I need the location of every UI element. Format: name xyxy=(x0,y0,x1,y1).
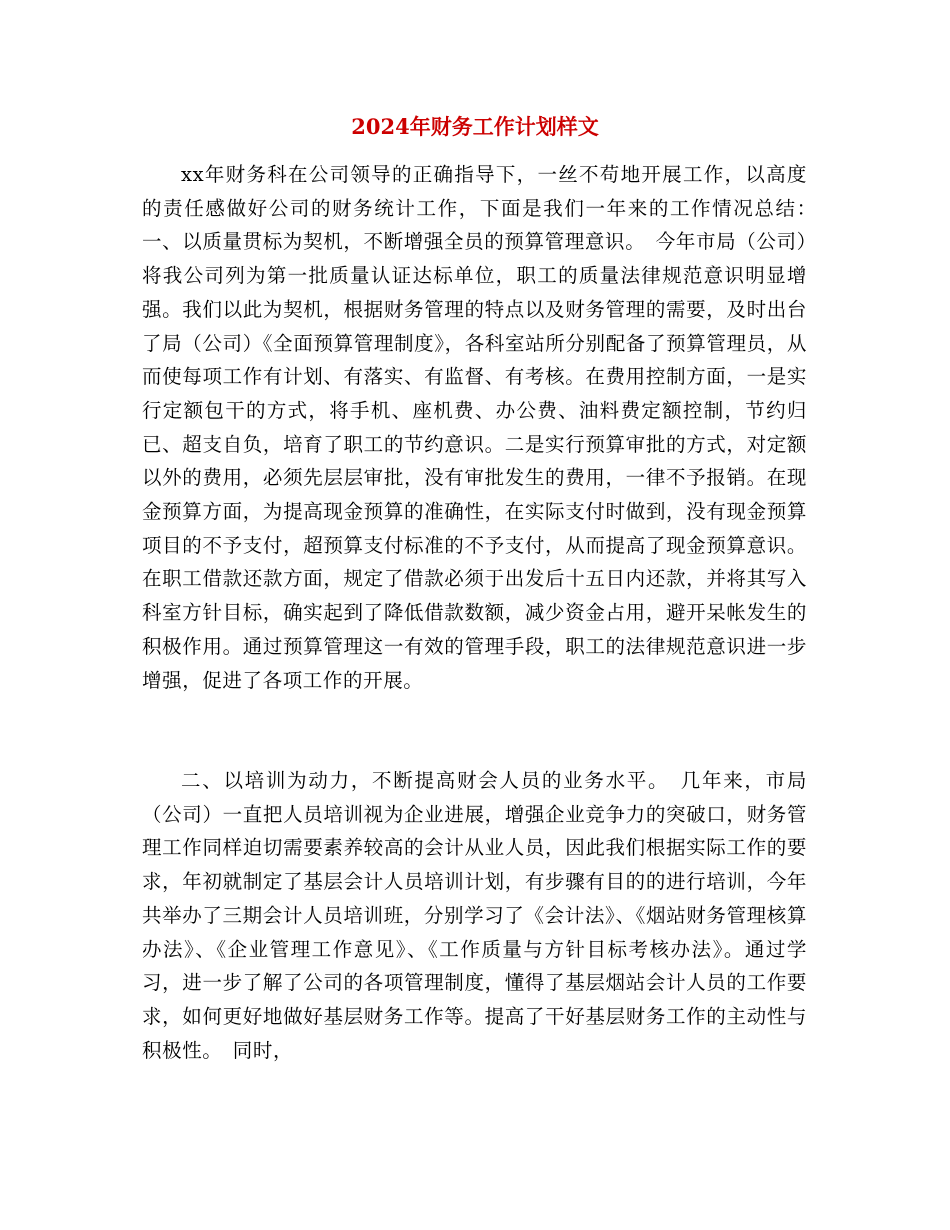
paragraph-1: xx年财务科在公司领导的正确指导下，一丝不苟地开展工作，以高度的责任感做好公司的财务统计工作，下面是我们一年来的工作情况总结： 一、以质量贯标为契机，不断增强全员的预算管理意识。 今年市局（公司）将我公司列为第一批质量认证达标单位，职工的质量法律规范意识明显增强。我们以此为契机，根据财务管理的特点以及财务管理的需要，及时出台了局（公司）《全面预算管理制度》，各科室站所分别配备了预算管理员，从而使每项工作有计划、有落实、有监督、有考核。在费用控制方面，一是实行定额包干的方式，将手机、座机费、办公费、油料费定额控制，节约归已、超支自负，培育了职工的节约意识。二是实行预算审批的方式，对定额以外的费用，必须先层层审批，没有审批发生的费用，一律不予报销。在现金预算方面，为提高现金预算的准确性，在实际支付时做到，没有现金预算项目的不予支付，超预算支付标准的不予支付，从而提高了现金预算意识。在职工借款还款方面，规定了借款必须于出发后十五日内还款，并将其写入科室方针目标，确实起到了降低借款数额，减少资金占用，避开呆帐发生的积极作用。通过预算管理这一有效的管理手段，职工的法律规范意识进一步增强，促进了各项工作的开展。 xyxy=(142,163,828,692)
document-title: 2024年财务工作计划样文 xyxy=(351,114,599,139)
paragraph-2: 二、以培训为动力，不断提高财会人员的业务水平。 几年来，市局（公司）一直把人员培训视为企业进展，增强企业竞争力的突破口，财务管理工作同样迫切需要素养较高的会计从业人员，因此我们根据实际工作的要求，年初就制定了基层会计人员培训计划，有步骤有目的的进行培训，今年共举办了三期会计人员培训班，分别学习了《会计法》、《烟站财务管理核算办法》、《企业管理工作意见》、《工作质量与方针目标考核办法》。通过学习，进一步了解了公司的各项管理制度，懂得了基层烟站会计人员的工作要求，如何更好地做好基层财务工作等。提高了干好基层财务工作的主动性与积极性。 同时， xyxy=(142,769,807,1062)
